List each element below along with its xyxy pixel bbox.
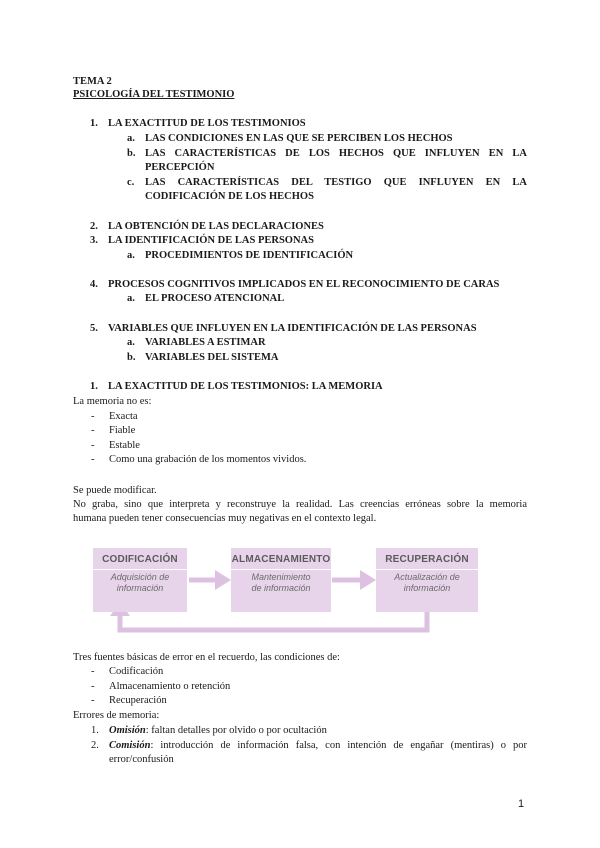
box-codificacion-desc-line2: información: [116, 583, 164, 593]
box-almacenamiento: [231, 548, 331, 612]
toc-3a-number: a.: [127, 250, 135, 261]
memory-paragraph-line2: humana pueden tener consecuencias muy negativas en el contexto legal.: [73, 513, 377, 524]
toc-4a-label: EL PROCESO ATENCIONAL: [145, 293, 285, 304]
toc-3-number: 3.: [90, 235, 98, 246]
toc-1-label: LA EXACTITUD DE LOS TESTIMONIOS: [108, 118, 306, 129]
list-bullet: -: [91, 695, 95, 706]
error-1-term: Omisión: [109, 725, 146, 736]
list-item: Exacta: [109, 411, 138, 422]
toc-2-number: 2.: [90, 221, 98, 232]
list-item: Como una grabación de los momentos vividos.: [109, 454, 307, 465]
list-bullet: -: [91, 454, 95, 465]
list-bullet: -: [91, 440, 95, 451]
error-1-number: 1.: [91, 725, 99, 736]
toc-4-label: PROCESOS COGNITIVOS IMPLICADOS EN EL RECONOCIMIENTO DE CARAS: [108, 279, 500, 290]
box-codificacion-desc-line1: Adquisición de: [110, 572, 170, 582]
toc-4-number: 4.: [90, 279, 98, 290]
modifiable-note: Se puede modificar.: [73, 485, 157, 496]
page-title: PSICOLOGÍA DEL TESTIMONIO: [73, 89, 235, 100]
memory-errors-intro: Errores de memoria:: [73, 710, 160, 721]
box-divider: [376, 569, 478, 570]
toc-5-label: VARIABLES QUE INFLUYEN EN LA IDENTIFICACIÓN DE LAS PERSONAS: [108, 323, 477, 334]
error-2-item: [109, 739, 527, 752]
toc-5a-number: a.: [127, 337, 135, 348]
list-bullet: -: [91, 666, 95, 677]
list-item: Fiable: [109, 425, 136, 436]
list-bullet: -: [91, 411, 95, 422]
toc-5a-label: VARIABLES A ESTIMAR: [145, 337, 266, 348]
arrow-feedback-loop: [120, 612, 427, 630]
arrowhead-icon: [215, 570, 231, 590]
box-almacenamiento-desc-line2: de información: [251, 583, 311, 593]
list-item: Recuperación: [109, 695, 167, 706]
list-bullet: -: [91, 681, 95, 692]
section-1-heading: LA EXACTITUD DE LOS TESTIMONIOS: LA MEMORIA: [108, 381, 383, 392]
error-sources-intro: Tres fuentes básicas de error en el recuerdo, las condiciones de:: [73, 652, 340, 663]
error-2-text-line2: error/confusión: [109, 754, 174, 765]
toc-2-label: LA OBTENCIÓN DE LAS DECLARACIONES: [108, 221, 324, 232]
box-recuperacion: [376, 548, 478, 612]
section-1-number: 1.: [90, 381, 98, 392]
toc-1c-line2: CODIFICACIÓN DE LOS HECHOS: [145, 191, 314, 202]
toc-1c-line1: LAS CARACTERÍSTICAS DEL TESTIGO QUE INFLUYEN EN LA: [145, 177, 527, 188]
toc-1-number: 1.: [90, 118, 98, 129]
tema-label: TEMA 2: [73, 76, 112, 87]
page-number: 1: [518, 798, 525, 810]
toc-4a-number: a.: [127, 293, 135, 304]
list-item: Estable: [109, 440, 140, 451]
box-recuperacion-title: RECUPERACIÓN: [385, 554, 469, 565]
box-recuperacion-desc-line1: Actualización de: [394, 572, 460, 582]
box-codificacion-title: CODIFICACIÓN: [102, 554, 178, 565]
toc-5-number: 5.: [90, 323, 98, 334]
arrowhead-icon: [360, 570, 376, 590]
list-item: Codificación: [109, 666, 164, 677]
box-codificacion: [93, 548, 187, 612]
toc-1b-line2: PERCEPCIÓN: [145, 162, 215, 173]
toc-5b-number: b.: [127, 352, 136, 363]
toc-1a-label: LAS CONDICIONES EN LAS QUE SE PERCIBEN LOS HECHOS: [145, 133, 453, 144]
error-2-number: 2.: [91, 740, 99, 751]
error-1-item: [109, 724, 327, 737]
toc-5b-label: VARIABLES DEL SISTEMA: [145, 352, 279, 363]
list-bullet: -: [91, 425, 95, 436]
error-2-term: Comisión: [109, 740, 151, 751]
list-item: Almacenamiento o retención: [109, 681, 231, 692]
box-recuperacion-desc-line2: información: [403, 583, 451, 593]
memory-process-diagram: [93, 548, 513, 634]
toc-3a-label: PROCEDIMIENTOS DE IDENTIFICACIÓN: [145, 250, 354, 261]
toc-1b-number: b.: [127, 148, 136, 159]
toc-1b-line1: LAS CARACTERÍSTICAS DE LOS HECHOS QUE INFLUYEN EN LA: [145, 148, 527, 159]
toc-1a-number: a.: [127, 133, 135, 144]
box-divider: [231, 569, 331, 570]
toc-3-label: LA IDENTIFICACIÓN DE LAS PERSONAS: [108, 235, 314, 246]
toc-1c-number: c.: [127, 177, 135, 188]
error-2-text-line1: : introducción de información falsa, con intención de engañar (mentiras) o por: [150, 740, 527, 751]
memory-paragraph-line1: No graba, sino que interpreta y reconstruye la realidad. Las creencias erróneas sobre la memoria: [73, 499, 527, 510]
memory-intro: La memoria no es:: [73, 396, 152, 407]
box-almacenamiento-title: ALMACENAMIENTO: [231, 554, 331, 565]
box-divider: [93, 569, 187, 570]
error-1-text: : faltan detalles por olvido o por ocultación: [145, 725, 327, 736]
box-almacenamiento-desc-line1: Mantenimiento: [251, 572, 311, 582]
